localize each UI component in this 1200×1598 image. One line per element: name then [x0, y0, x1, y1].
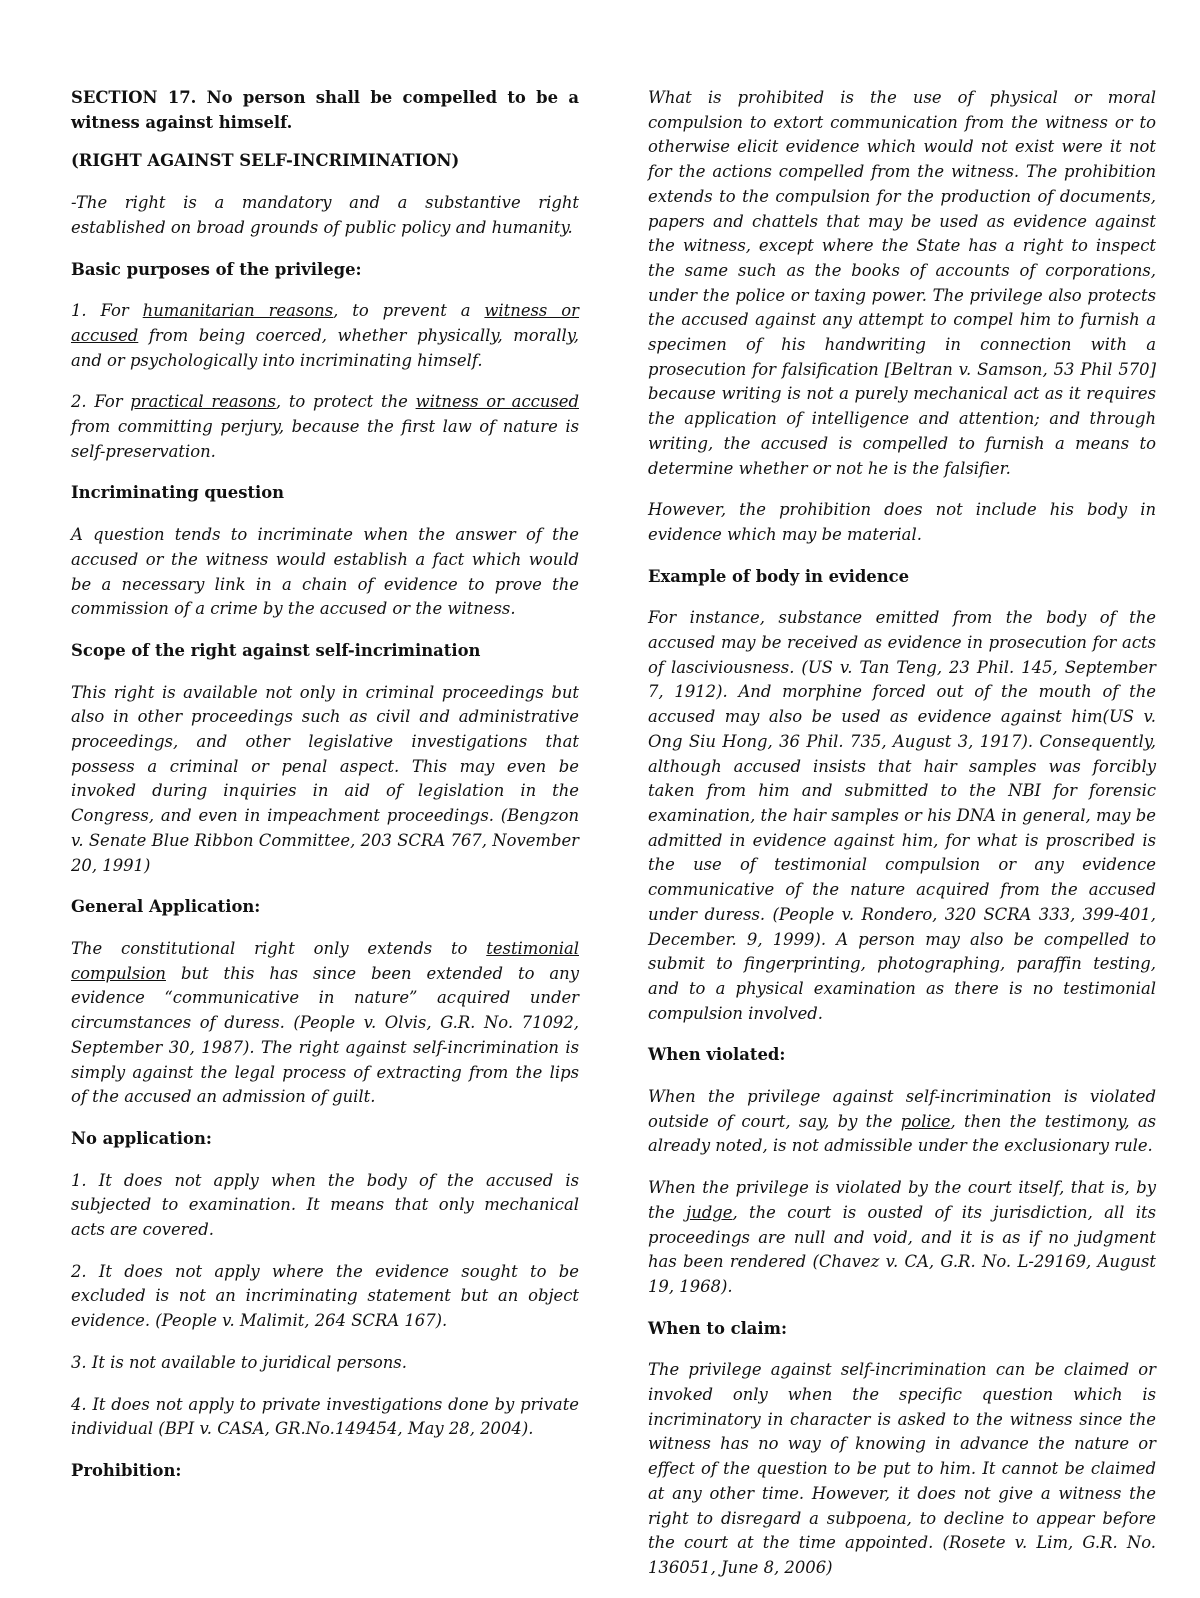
example-heading: Example of body in evidence: [648, 566, 910, 586]
however-text: However, the prohibition does not include his body in evidence which may be material.: [648, 500, 1156, 544]
prohibition-heading: Prohibition:: [71, 1460, 182, 1480]
intro-paragraph: -The right is a mandatory and a substantive right established on broad grounds of public policy and humanity.: [71, 193, 579, 237]
no-application-item-4: 4. It does not apply to private investigations done by private individual (BPI v. CASA, GR.No.149454, May 28, 2004).: [71, 1394, 579, 1439]
prohibited-text: What is prohibited is the use of physical or moral compulsion to extort communication from the witness or to otherwise elicit evidence which would not exist were it not for the actions compelled from the witness. The prohibition extends to the compulsion for the production of documents, papers and chattels that may be used as evidence against the witness, except where the State has a right to inspect the same such as the books of accounts of corporations, under the police or taxing power. The privilege also protects the accused against any attempt to compel him to furnish a specimen of his handwriting in connection with a prosecution for falsification [Beltran v. Samson, 53 Phil 570] because writing is not a purely mechanical act as it requires the application of intelligence and attention; and through writing, the accused is compelled to furnish a means to determine whether or not he is the falsifier.: [648, 88, 1156, 478]
no-application-heading: No application:: [71, 1128, 212, 1148]
when-violated-text-1: When the privilege against self-incrimination is violated outside of court, say, by the police, then the testimony, as already noted, is not admissible under the exclusionary rule.: [648, 1087, 1157, 1156]
example-text: For instance, substance emitted from the body of the accused may be received as evidence in prosecution for acts of lasciviousness. (US v. Tan Teng, 23 Phil. 145, September 7, 1912). And morphine forced out of the mouth of the accused may also be used as evidence against him(US v. Ong Siu Hong, 36 Phil. 735, August 3, 1917). Consequently, although accused insists that hair samples was forcibly taken from him and submitted to the NBI for forensic examination, the hair samples or his DNA in general, may be admitted in evidence against him, for what is proscribed is the use of testimonial compulsion or any evidence communicative of the nature acquired from the accused under duress. (People v. Rondero, 320 SCRA 333, 399-401, December. 9, 1999). A person may also be compelled to submit to fingerprinting, photographing, paraffin testing, and to a physical examination as there is no testimonial compulsion involved.: [648, 608, 1156, 1023]
purposes-heading: Basic purposes of the privilege:: [71, 259, 362, 279]
when-to-claim-heading: When to claim:: [648, 1318, 788, 1338]
when-to-claim-text: The privilege against self-incrimination can be claimed or invoked only when the specific question which is incriminatory in character is asked to the witness since the witness has no way of knowing in advance the nature or effect of the question to be put to him. It cannot be claimed at any other time. However, it does not give a witness the right to disregard a subpoena, to decline to appear before the court at the time appointed. (Rosete v. Lim, G.R. No. 136051, June 8, 2006): [648, 1360, 1156, 1577]
left-column: [71, 86, 579, 1501]
when-violated-text-2: When the privilege is violated by the court itself, that is, by the judge, the court is ousted of its jurisdiction, all its proceedings are null and void, and it is as if no judgment has been rendered (Chavez v. CA, G.R. No. L-29169, August 19, 1968).: [648, 1178, 1156, 1296]
no-application-item-3: 3. It is not available to juridical persons.: [71, 1352, 407, 1372]
section-title: SECTION 17. No person shall be compelled to be a witness against himself.: [71, 88, 579, 132]
incriminating-text: A question tends to incriminate when the answer of the accused or the witness would establish a fact which would be a necessary link in a chain of evidence to prove the commission of a crime by the accused or the witness.: [71, 525, 579, 619]
no-application-item-2: 2. It does not apply where the evidence sought to be excluded is not an incriminating statement but an object evidence. (People v. Malimit, 264 SCRA 167).: [71, 1261, 579, 1331]
section-subtitle: (RIGHT AGAINST SELF-INCRIMINATION): [71, 151, 460, 171]
no-application-item-1: 1. It does not apply when the body of the accused is subjected to examination. It means that only mechanical acts are covered.: [71, 1170, 579, 1240]
general-application-heading: General Application:: [71, 897, 261, 917]
scope-heading: Scope of the right against self-incrimination: [71, 640, 481, 660]
purpose-item-1: 1. For humanitarian reasons, to prevent a witness or accused from being coerced, whether physically, morally, and or psychologically into incriminating himself.: [71, 301, 579, 370]
right-column: [648, 86, 1156, 1598]
scope-text: This right is available not only in criminal proceedings but also in other proceedings such as civil and administrative proceedings, and other legislative investigations that possess a criminal or penal aspect. This may even be invoked during inquiries in aid of legislation in the Congress, and even in impeachment proceedings. (Bengzon v. Senate Blue Ribbon Committee, 203 SCRA 767, November 20, 1991): [71, 682, 579, 875]
when-violated-heading: When violated:: [648, 1045, 786, 1065]
purpose-item-2: 2. For practical reasons, to protect the witness or accused from committing perjury, because the first law of nature is self-preservation.: [71, 392, 579, 461]
general-application-text: The constitutional right only extends to testimonial compulsion but this has since been extended to any evidence “communicative in nature” acquired under circumstances of duress. (People v. Olvis, G.R. No. 71092, September 30, 1987). The right against self-incrimination is simply against the legal process of extracting from the lips of the accused an admission of guilt.: [71, 938, 579, 1107]
incriminating-heading: Incriminating question: [71, 483, 285, 503]
